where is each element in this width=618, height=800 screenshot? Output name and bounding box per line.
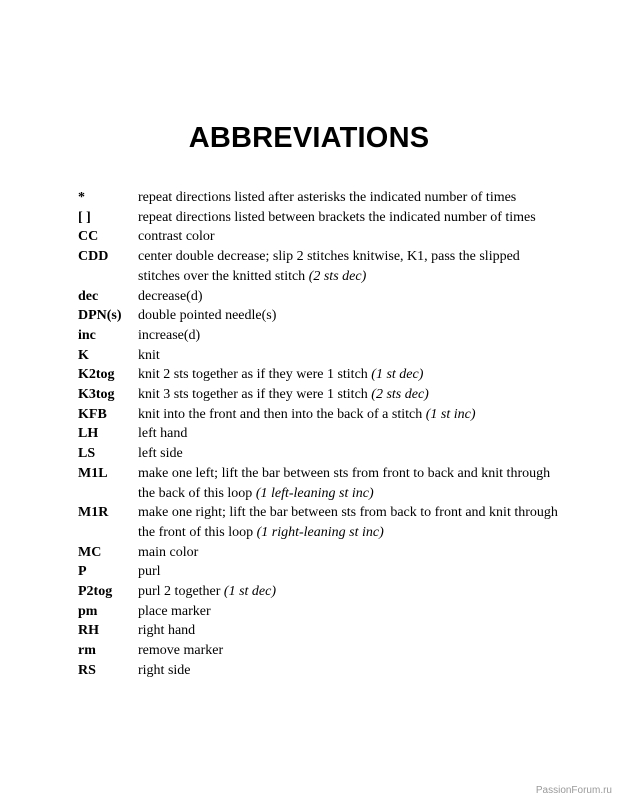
definition-text: left hand: [138, 426, 188, 442]
definition-text: knit 3 sts together as if they were 1 stitch: [138, 387, 368, 403]
definition-text: decrease(d): [138, 288, 203, 304]
abbreviation-term: M1L: [78, 465, 108, 481]
abbreviation-entry: [78, 424, 558, 444]
abbreviation-term: K: [78, 347, 89, 363]
abbreviation-term: LS: [78, 446, 96, 462]
abbreviation-term: M1R: [78, 505, 109, 521]
abbreviation-definition: [138, 287, 558, 307]
abbreviation-definition: [138, 424, 558, 444]
abbreviation-term: K3tog: [78, 387, 115, 403]
abbreviation-definition: [138, 405, 558, 425]
abbreviation-definition: [138, 661, 558, 681]
abbreviation-term: DPN(s): [78, 308, 122, 324]
definition-text: make one left; lift the bar between sts from front to back and knit through the back of this loop: [138, 465, 551, 501]
abbreviation-term: *: [78, 190, 85, 205]
abbreviation-entry: [78, 365, 558, 385]
definition-text: purl: [138, 564, 161, 580]
abbreviation-entry: [78, 227, 558, 247]
abbreviation-term: pm: [78, 603, 98, 619]
abbreviation-entry: [78, 562, 558, 582]
abbreviation-entry: [78, 385, 558, 405]
abbreviation-entry: [78, 346, 558, 366]
abbreviation-term: dec: [78, 288, 99, 304]
abbreviation-term: K2tog: [78, 367, 115, 383]
abbreviation-entry: [78, 287, 558, 307]
page-title: ABBREVIATIONS: [188, 122, 430, 154]
abbreviation-definition: [138, 227, 558, 247]
abbreviation-term: MC: [78, 544, 102, 560]
abbreviation-term: CC: [78, 229, 99, 245]
definition-text: knit into the front and then into the back of a stitch: [138, 406, 423, 422]
abbreviation-term: LH: [78, 426, 99, 442]
definition-text: right side: [138, 662, 191, 678]
abbreviation-entry: [78, 602, 558, 622]
abbreviation-definition: [138, 247, 558, 286]
abbreviation-definition: [138, 464, 558, 503]
abbreviation-entry: [78, 582, 558, 602]
abbreviation-term: P: [78, 564, 87, 580]
abbreviation-entry: [78, 306, 558, 326]
abbreviation-definition: [138, 582, 558, 602]
definition-note: (1 right-leaning st inc): [256, 524, 384, 540]
abbreviation-entry: [78, 405, 558, 425]
abbreviation-entry: [78, 543, 558, 563]
definition-text: repeat directions listed between brackets the indicated number of times: [138, 209, 536, 225]
definition-note: (1 left-leaning st inc): [255, 485, 374, 501]
abbreviation-definition: [138, 621, 558, 641]
definition-note: (2 sts dec): [308, 268, 367, 284]
definition-text: repeat directions listed after asterisks the indicated number of times: [138, 190, 517, 205]
definition-text: main color: [138, 544, 199, 560]
abbreviation-entry: [78, 326, 558, 346]
abbreviation-entry: [78, 188, 558, 208]
definition-text: knit: [138, 347, 160, 363]
abbreviation-definition: [138, 503, 558, 542]
definition-note: (1 st dec): [371, 367, 424, 383]
abbreviation-entry: [78, 464, 558, 503]
definition-text: contrast color: [138, 229, 215, 245]
abbreviation-entry: [78, 444, 558, 464]
abbreviation-term: [ ]: [78, 209, 91, 225]
definition-text: purl 2 together: [138, 584, 221, 600]
abbreviation-definition: [138, 346, 558, 366]
definition-text: increase(d): [138, 327, 201, 343]
abbreviation-entry: [78, 641, 558, 661]
abbreviation-entry: [78, 661, 558, 681]
definition-text: remove marker: [138, 643, 224, 659]
abbreviation-definition: [138, 385, 558, 405]
abbreviation-definition: [138, 365, 558, 385]
abbreviation-definition: [138, 208, 558, 228]
abbreviation-definition: [138, 543, 558, 563]
abbreviations-list: [78, 188, 558, 681]
definition-note: (2 sts dec): [371, 387, 429, 403]
abbreviation-definition: [138, 306, 558, 326]
definition-text: left side: [138, 446, 183, 462]
abbreviation-entry: [78, 621, 558, 641]
abbreviation-entry: [78, 247, 558, 286]
abbreviation-term: RS: [78, 662, 96, 678]
watermark: PassionForum.ru: [535, 785, 612, 796]
abbreviation-term: inc: [78, 327, 96, 343]
definition-text: center double decrease; slip 2 stitches knitwise, K1, pass the slipped stitches over the knitted stitch: [138, 249, 520, 284]
abbreviation-definition: [138, 188, 558, 208]
definition-text: knit 2 sts together as if they were 1 stitch: [138, 367, 368, 383]
abbreviation-definition: [138, 641, 558, 661]
definition-text: right hand: [138, 623, 196, 639]
abbreviation-term: KFB: [78, 406, 107, 422]
definition-text: place marker: [138, 603, 211, 619]
abbreviation-definition: [138, 444, 558, 464]
abbreviation-entry: [78, 503, 558, 542]
abbreviation-term: RH: [78, 623, 99, 639]
definition-text: make one right; lift the bar between sts from back to front and knit through the front of this loop: [138, 505, 558, 540]
definition-note: (1 st inc): [425, 406, 476, 422]
abbreviation-definition: [138, 562, 558, 582]
abbreviation-entry: [78, 208, 558, 228]
definition-text: double pointed needle(s): [138, 308, 277, 324]
abbreviation-definition: [138, 602, 558, 622]
abbreviation-term: CDD: [78, 249, 109, 265]
abbreviation-term: rm: [78, 643, 96, 659]
abbreviation-definition: [138, 326, 558, 346]
abbreviation-term: P2tog: [78, 584, 113, 600]
definition-note: (1 st dec): [223, 584, 277, 600]
